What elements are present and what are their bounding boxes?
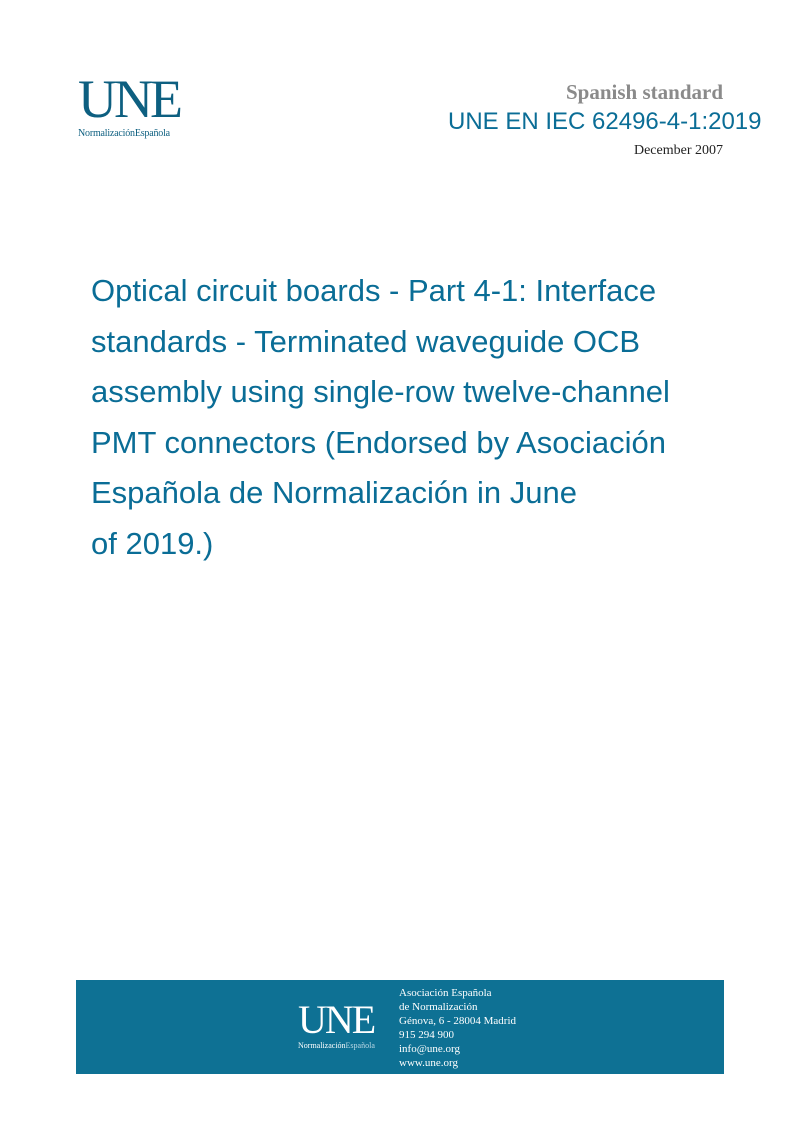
- phone-number: 915 294 900: [399, 1029, 454, 1041]
- address-line: Génova, 6 - 28004 Madrid: [399, 1015, 517, 1027]
- email-address: info@une.org: [399, 1043, 460, 1055]
- standard-code: UNE EN IEC 62496-4-1:2019: [448, 108, 762, 135]
- footer-une-logo: [298, 997, 375, 1050]
- une-logo-mark: UNE: [78, 69, 180, 129]
- une-logo: [78, 69, 218, 142]
- footer-logo-sub-2: Española: [345, 1041, 375, 1050]
- footer-address: [399, 986, 516, 1070]
- title-line: Española de Normalización in June: [91, 475, 577, 510]
- document-kind-block: [566, 80, 723, 105]
- footer-logo-mark: UNE: [298, 997, 375, 1042]
- title-line: assembly using single-row twelve-channel: [91, 374, 670, 409]
- document-kind: Spanish standard: [566, 80, 723, 104]
- document-title: [91, 266, 731, 569]
- website-link: www.une.org: [399, 1057, 458, 1069]
- title-line: standards - Terminated waveguide OCB: [91, 323, 641, 359]
- logo-sub-2: Española: [134, 128, 170, 139]
- footer-logo-subtitle: [298, 1041, 375, 1050]
- title-line: Optical circuit boards - Part 4-1: Interface: [91, 273, 657, 308]
- publication-date: December 2007: [633, 143, 723, 158]
- logo-sub-1: Normalización: [78, 128, 135, 139]
- address-line: Asociación Española: [399, 987, 492, 999]
- footer-band: [76, 980, 724, 1074]
- une-logo-subtitle: [78, 128, 218, 139]
- title-line: of 2019.): [91, 525, 214, 561]
- title-line: PMT connectors (Endorsed by Asociación: [91, 424, 666, 460]
- footer-logo-sub-1: Normalización: [298, 1041, 346, 1050]
- address-line: de Normalización: [399, 1001, 478, 1013]
